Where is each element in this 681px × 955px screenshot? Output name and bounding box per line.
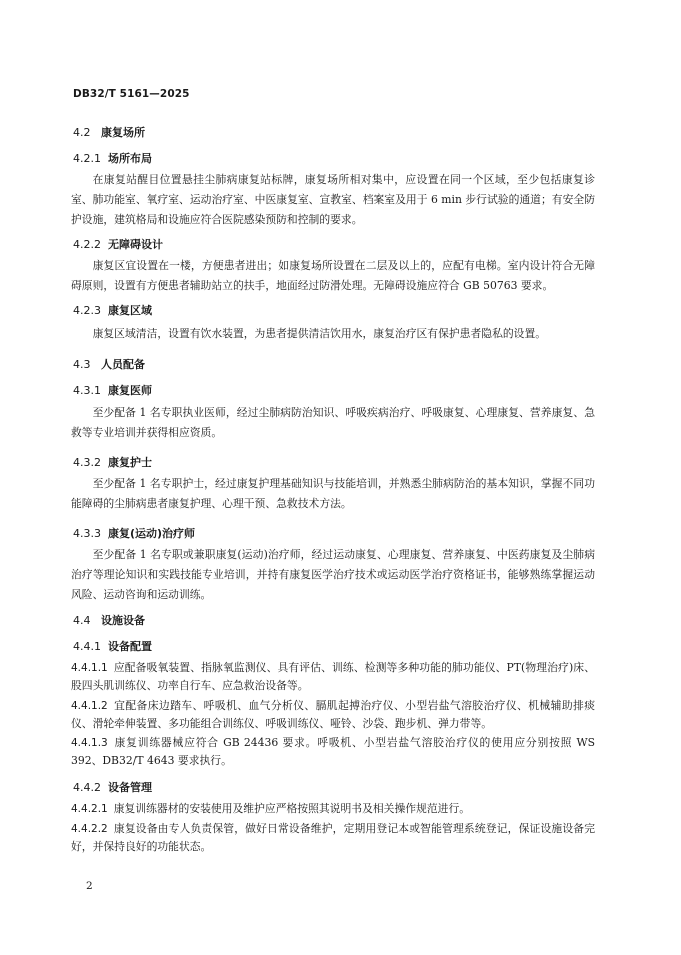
heading-4-4-2 <box>73 779 152 795</box>
heading-number: 4.2.1 <box>73 152 101 165</box>
page-number: 2 <box>86 880 93 892</box>
heading-title: 康复医师 <box>108 384 152 397</box>
paragraph-4-3-1: 至少配备 1 名专职执业医师，经过尘肺病防治知识、呼吸疾病治疗、呼吸康复、心理康复、营养康复、急救等专业培训并获得相应资质。 <box>71 406 595 439</box>
heading-title: 设施设备 <box>101 614 145 627</box>
heading-4-3 <box>73 356 145 372</box>
list-item-4-4-2-2 <box>71 820 595 856</box>
heading-number: 4.3.1 <box>73 384 101 397</box>
heading-title: 康复区域 <box>108 304 152 317</box>
list-item-4-4-1-1 <box>71 659 595 695</box>
item-text: 康复设备由专人负责保管，做好日常设备维护，定期用登记本或智能管理系统登记，保证设施设备完好，并保持良好的功能状态。 <box>71 822 595 853</box>
heading-4-3-3 <box>73 525 195 541</box>
heading-number: 4.2.2 <box>73 238 101 251</box>
heading-title: 场所布局 <box>108 152 152 165</box>
paragraph-4-2-1: 在康复站醒目位置悬挂尘肺病康复站标牌，康复场所相对集中，应设置在同一个区域，至少包括康复诊室、肺功能室、氧疗室、运动治疗室、中医康复室、宣教室、档案室及用于 6 min 步行试验的通道；有安全防护设施，建筑格局和设施应符合医院感染预防和控制的要求。 <box>71 173 595 226</box>
heading-title: 康复(运动)治疗师 <box>108 527 196 540</box>
heading-title: 设备管理 <box>108 781 152 794</box>
heading-number: 4.4 <box>73 614 91 627</box>
heading-title: 人员配备 <box>101 358 145 371</box>
heading-4-3-2 <box>73 454 152 470</box>
item-number: 4.4.2.2 <box>71 823 108 835</box>
heading-number: 4.4.2 <box>73 781 101 794</box>
paragraph-4-2-2: 康复区宜设置在一楼，方便患者进出；如康复场所设置在二层及以上的，应配有电梯。室内设计符合无障碍原则，设置有方便患者辅助站立的扶手，地面经过防滑处理。无障碍设施应符合 GB 50763 要求。 <box>71 259 595 292</box>
item-number: 4.4.2.1 <box>71 803 108 815</box>
heading-title: 设备配置 <box>108 640 152 653</box>
heading-4-2-3 <box>73 302 152 318</box>
item-text: 应配备吸氧装置、指脉氧监测仪、具有评估、训练、检测等多种功能的肺功能仪、PT(物理治疗)床、股四头肌训练仪、功率自行车、应急救治设备等。 <box>71 661 595 692</box>
item-number: 4.4.1.2 <box>71 700 108 712</box>
heading-4-2 <box>73 124 145 140</box>
heading-number: 4.3.2 <box>73 456 101 469</box>
paragraph-4-3-2: 至少配备 1 名专职护士，经过康复护理基础知识与技能培训，并熟悉尘肺病防治的基本知识，掌握不同功能障碍的尘肺病患者康复护理、心理干预、急救技术方法。 <box>71 477 595 510</box>
item-number: 4.4.1.1 <box>71 662 108 674</box>
list-item-4-4-1-2 <box>71 697 595 733</box>
heading-4-4 <box>73 612 145 628</box>
document-code: DB32/T 5161—2025 <box>73 88 190 100</box>
heading-title: 康复场所 <box>101 126 145 139</box>
item-number: 4.4.1.3 <box>71 737 108 749</box>
paragraph-4-3-3: 至少配备 1 名专职或兼职康复(运动)治疗师，经过运动康复、心理康复、营养康复、中医药康复及尘肺病治疗等理论知识和实践技能专业培训，并持有康复医学治疗技术或运动医学治疗资格证书，能够熟练掌握运动风险、运动咨询和运动训练。 <box>71 548 595 601</box>
heading-4-2-1 <box>73 150 152 166</box>
list-item-4-4-2-1 <box>71 800 595 818</box>
heading-number: 4.3.3 <box>73 527 101 540</box>
item-text: 康复训练器材的安装使用及维护应严格按照其说明书及相关操作规范进行。 <box>113 802 471 815</box>
heading-title: 康复护士 <box>108 456 152 469</box>
list-item-4-4-1-3 <box>71 734 595 770</box>
heading-number: 4.4.1 <box>73 640 101 653</box>
paragraph-4-2-3: 康复区域清洁，设置有饮水装置，为患者提供清洁饮用水，康复治疗区有保护患者隐私的设置。 <box>92 327 547 340</box>
heading-4-4-1 <box>73 638 152 654</box>
heading-number: 4.2.3 <box>73 304 101 317</box>
heading-4-2-2 <box>73 236 163 252</box>
heading-title: 无障碍设计 <box>108 238 163 251</box>
heading-number: 4.2 <box>73 126 91 139</box>
item-text: 宜配备床边踏车、呼吸机、血气分析仪、膈肌起搏治疗仪、小型岩盐气溶胶治疗仪、机械辅助排痰仪、滑轮牵伸装置、多功能组合训练仪、呼吸训练仪、哑铃、沙袋、跑步机、弹力带等。 <box>71 699 595 730</box>
heading-number: 4.3 <box>73 358 91 371</box>
heading-4-3-1 <box>73 382 152 398</box>
item-text: 康复训练器械应符合 GB 24436 要求。呼吸机、小型岩盐气溶胶治疗仪的使用应分别按照 WS 392、DB32/T 4643 要求执行。 <box>71 736 595 767</box>
